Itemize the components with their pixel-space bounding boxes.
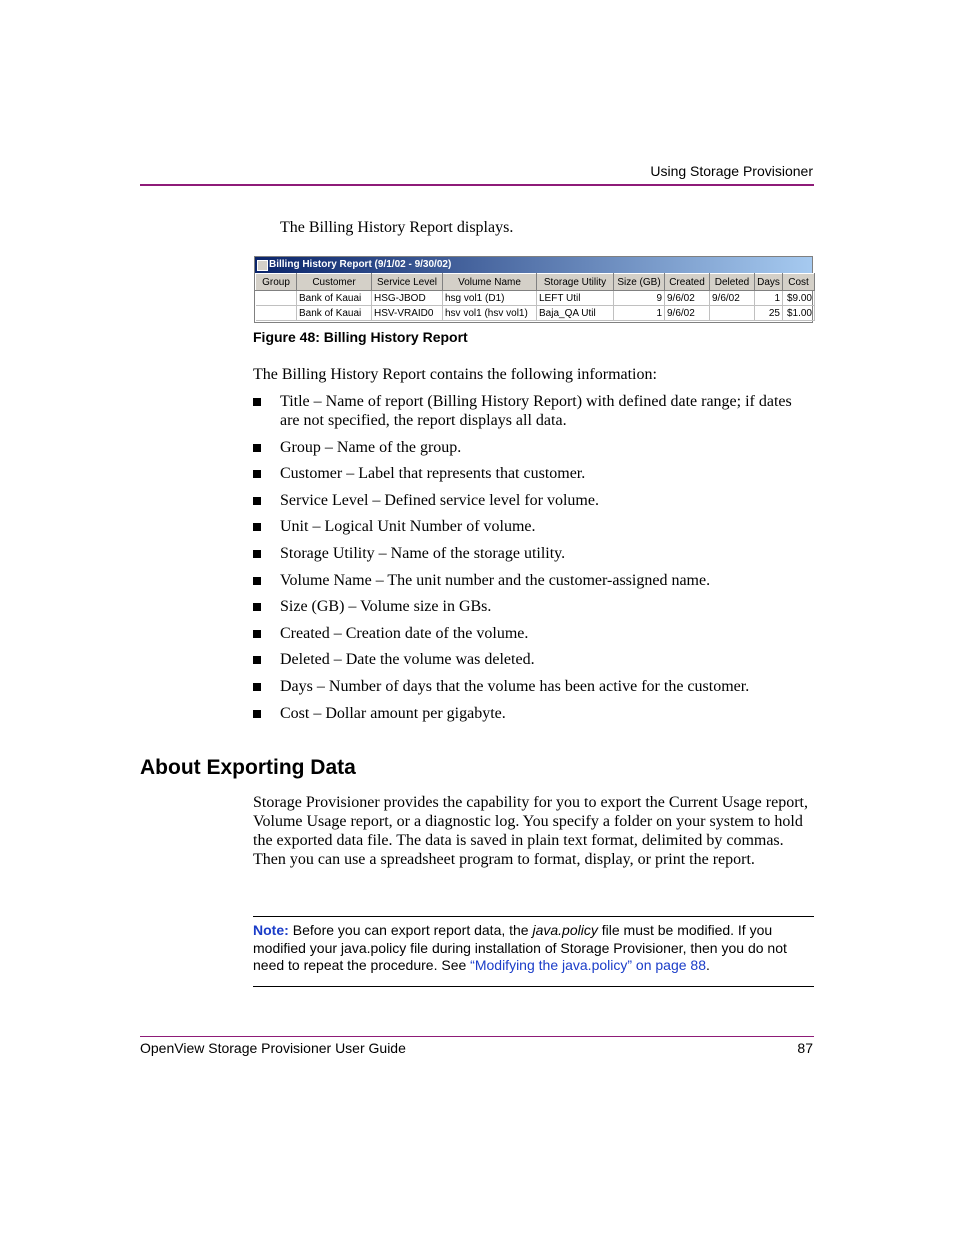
cell-deleted: 9/6/02 xyxy=(710,291,755,306)
note-label: Note: xyxy=(253,922,289,938)
list-item-text: Deleted – Date the volume was deleted. xyxy=(280,651,535,669)
cell-customer: Bank of Kauai xyxy=(297,291,372,306)
list-item xyxy=(253,544,813,563)
bullet-square-icon xyxy=(253,470,261,478)
list-item xyxy=(253,677,813,696)
cell-deleted xyxy=(710,306,755,321)
list-item-text: Title – Name of report (Billing History Report) with defined date range; if dates are not specified, the report displays all data. xyxy=(280,393,792,429)
section-heading: About Exporting Data xyxy=(140,756,356,779)
list-item-text: Service Level – Defined service level for volume. xyxy=(280,491,599,509)
bullet-square-icon xyxy=(253,444,261,452)
running-header: Using Storage Provisioner xyxy=(650,163,813,179)
bullet-square-icon xyxy=(253,523,261,531)
cell-days: 25 xyxy=(755,306,783,321)
table-header-row xyxy=(256,274,815,291)
note-rule-top xyxy=(253,916,814,917)
bullet-square-icon xyxy=(253,603,261,611)
page-number: 87 xyxy=(797,1040,813,1056)
list-item xyxy=(253,597,813,616)
cell-volume-name: hsg vol1 (D1) xyxy=(443,291,537,306)
column-header-cost[interactable]: Cost xyxy=(783,274,815,291)
bullet-square-icon xyxy=(253,497,261,505)
cell-group xyxy=(256,306,297,321)
list-item-text: Size (GB) – Volume size in GBs. xyxy=(280,598,492,616)
table-row[interactable] xyxy=(256,291,815,306)
cross-reference-link[interactable]: “Modifying the java.policy” on page 88 xyxy=(470,957,706,973)
cell-group xyxy=(256,291,297,306)
list-item-text: Cost – Dollar amount per gigabyte. xyxy=(280,704,506,722)
cell-created: 9/6/02 xyxy=(665,291,710,306)
note-text-before: Before you can export report data, the xyxy=(292,922,533,938)
column-header-storage-utility[interactable]: Storage Utility xyxy=(537,274,614,291)
cell-service-level: HSG-JBOD xyxy=(372,291,443,306)
billing-table xyxy=(255,273,815,321)
bullet-square-icon xyxy=(253,683,261,691)
section-body: Storage Provisioner provides the capability for you to export the Current Usage report, Volume Usage report, or a diagnostic log. You specify a folder on your system to hold the exported data file. The data is saved in plain text format, delimited by commas. Then you can use a spreadsheet program to format, display, or print the report. xyxy=(253,794,808,868)
list-item xyxy=(253,650,813,669)
cell-created: 9/6/02 xyxy=(665,306,710,321)
note-box xyxy=(253,922,815,975)
note-rule-bottom xyxy=(253,986,814,987)
cell-storage-utility: Baja_QA Util xyxy=(537,306,614,321)
column-header-created[interactable]: Created xyxy=(665,274,710,291)
list-item xyxy=(253,704,813,723)
cell-customer: Bank of Kauai xyxy=(297,306,372,321)
cell-size: 1 xyxy=(614,306,665,321)
column-header-group[interactable]: Group xyxy=(256,274,297,291)
window-title: Billing History Report (9/1/02 - 9/30/02) xyxy=(269,259,452,270)
column-header-deleted[interactable]: Deleted xyxy=(710,274,755,291)
bullet-square-icon xyxy=(253,577,261,585)
field-list xyxy=(253,392,813,730)
column-header-volume-name[interactable]: Volume Name xyxy=(443,274,537,291)
note-italic-filename: java.policy xyxy=(532,922,598,938)
list-item xyxy=(253,624,813,643)
bullet-square-icon xyxy=(253,630,261,638)
list-item xyxy=(253,438,813,457)
column-header-days[interactable]: Days xyxy=(755,274,783,291)
cell-cost: $9.00 xyxy=(783,291,815,306)
intro-text: The Billing History Report displays. xyxy=(280,219,514,236)
list-item-text: Unit – Logical Unit Number of volume. xyxy=(280,518,536,536)
list-item-text: Storage Utility – Name of the storage utility. xyxy=(280,544,566,562)
cell-storage-utility: LEFT Util xyxy=(537,291,614,306)
bullet-square-icon xyxy=(253,656,261,664)
column-header-size[interactable]: Size (GB) xyxy=(614,274,665,291)
list-item-text: Group – Name of the group. xyxy=(280,438,462,456)
billing-history-report-window xyxy=(254,256,813,323)
figure-caption: Figure 48: Billing History Report xyxy=(253,329,468,345)
list-item xyxy=(253,571,813,590)
column-header-service-level[interactable]: Service Level xyxy=(372,274,443,291)
note-text-middle: file must be modified. If you modified your java.policy file during installation of Storage Provisioner, then you do not need to repeat the procedure. See xyxy=(253,922,787,973)
lead-text: The Billing History Report contains the following information: xyxy=(253,366,657,383)
list-item-text: Customer – Label that represents that customer. xyxy=(280,465,586,483)
cell-service-level: HSV-VRAID0 xyxy=(372,306,443,321)
window-icon xyxy=(257,260,268,271)
bullet-square-icon xyxy=(253,710,261,718)
bullet-square-icon xyxy=(253,398,261,406)
footer-rule xyxy=(140,1036,814,1037)
cell-cost: $1.00 xyxy=(783,306,815,321)
footer-title: OpenView Storage Provisioner User Guide xyxy=(140,1040,406,1056)
cell-volume-name: hsv vol1 (hsv vol1) xyxy=(443,306,537,321)
list-item xyxy=(253,517,813,536)
list-item-text: Volume Name – The unit number and the customer-assigned name. xyxy=(280,571,711,589)
list-item xyxy=(253,392,813,430)
list-item xyxy=(253,491,813,510)
cell-days: 1 xyxy=(755,291,783,306)
list-item xyxy=(253,464,813,483)
cell-size: 9 xyxy=(614,291,665,306)
header-rule xyxy=(140,184,814,186)
list-item-text: Created – Creation date of the volume. xyxy=(280,624,529,642)
bullet-square-icon xyxy=(253,550,261,558)
column-header-customer[interactable]: Customer xyxy=(297,274,372,291)
window-titlebar xyxy=(255,257,812,273)
note-text-after: . xyxy=(705,957,710,973)
list-item-text: Days – Number of days that the volume has been active for the customer. xyxy=(280,677,750,695)
table-row[interactable] xyxy=(256,306,815,321)
